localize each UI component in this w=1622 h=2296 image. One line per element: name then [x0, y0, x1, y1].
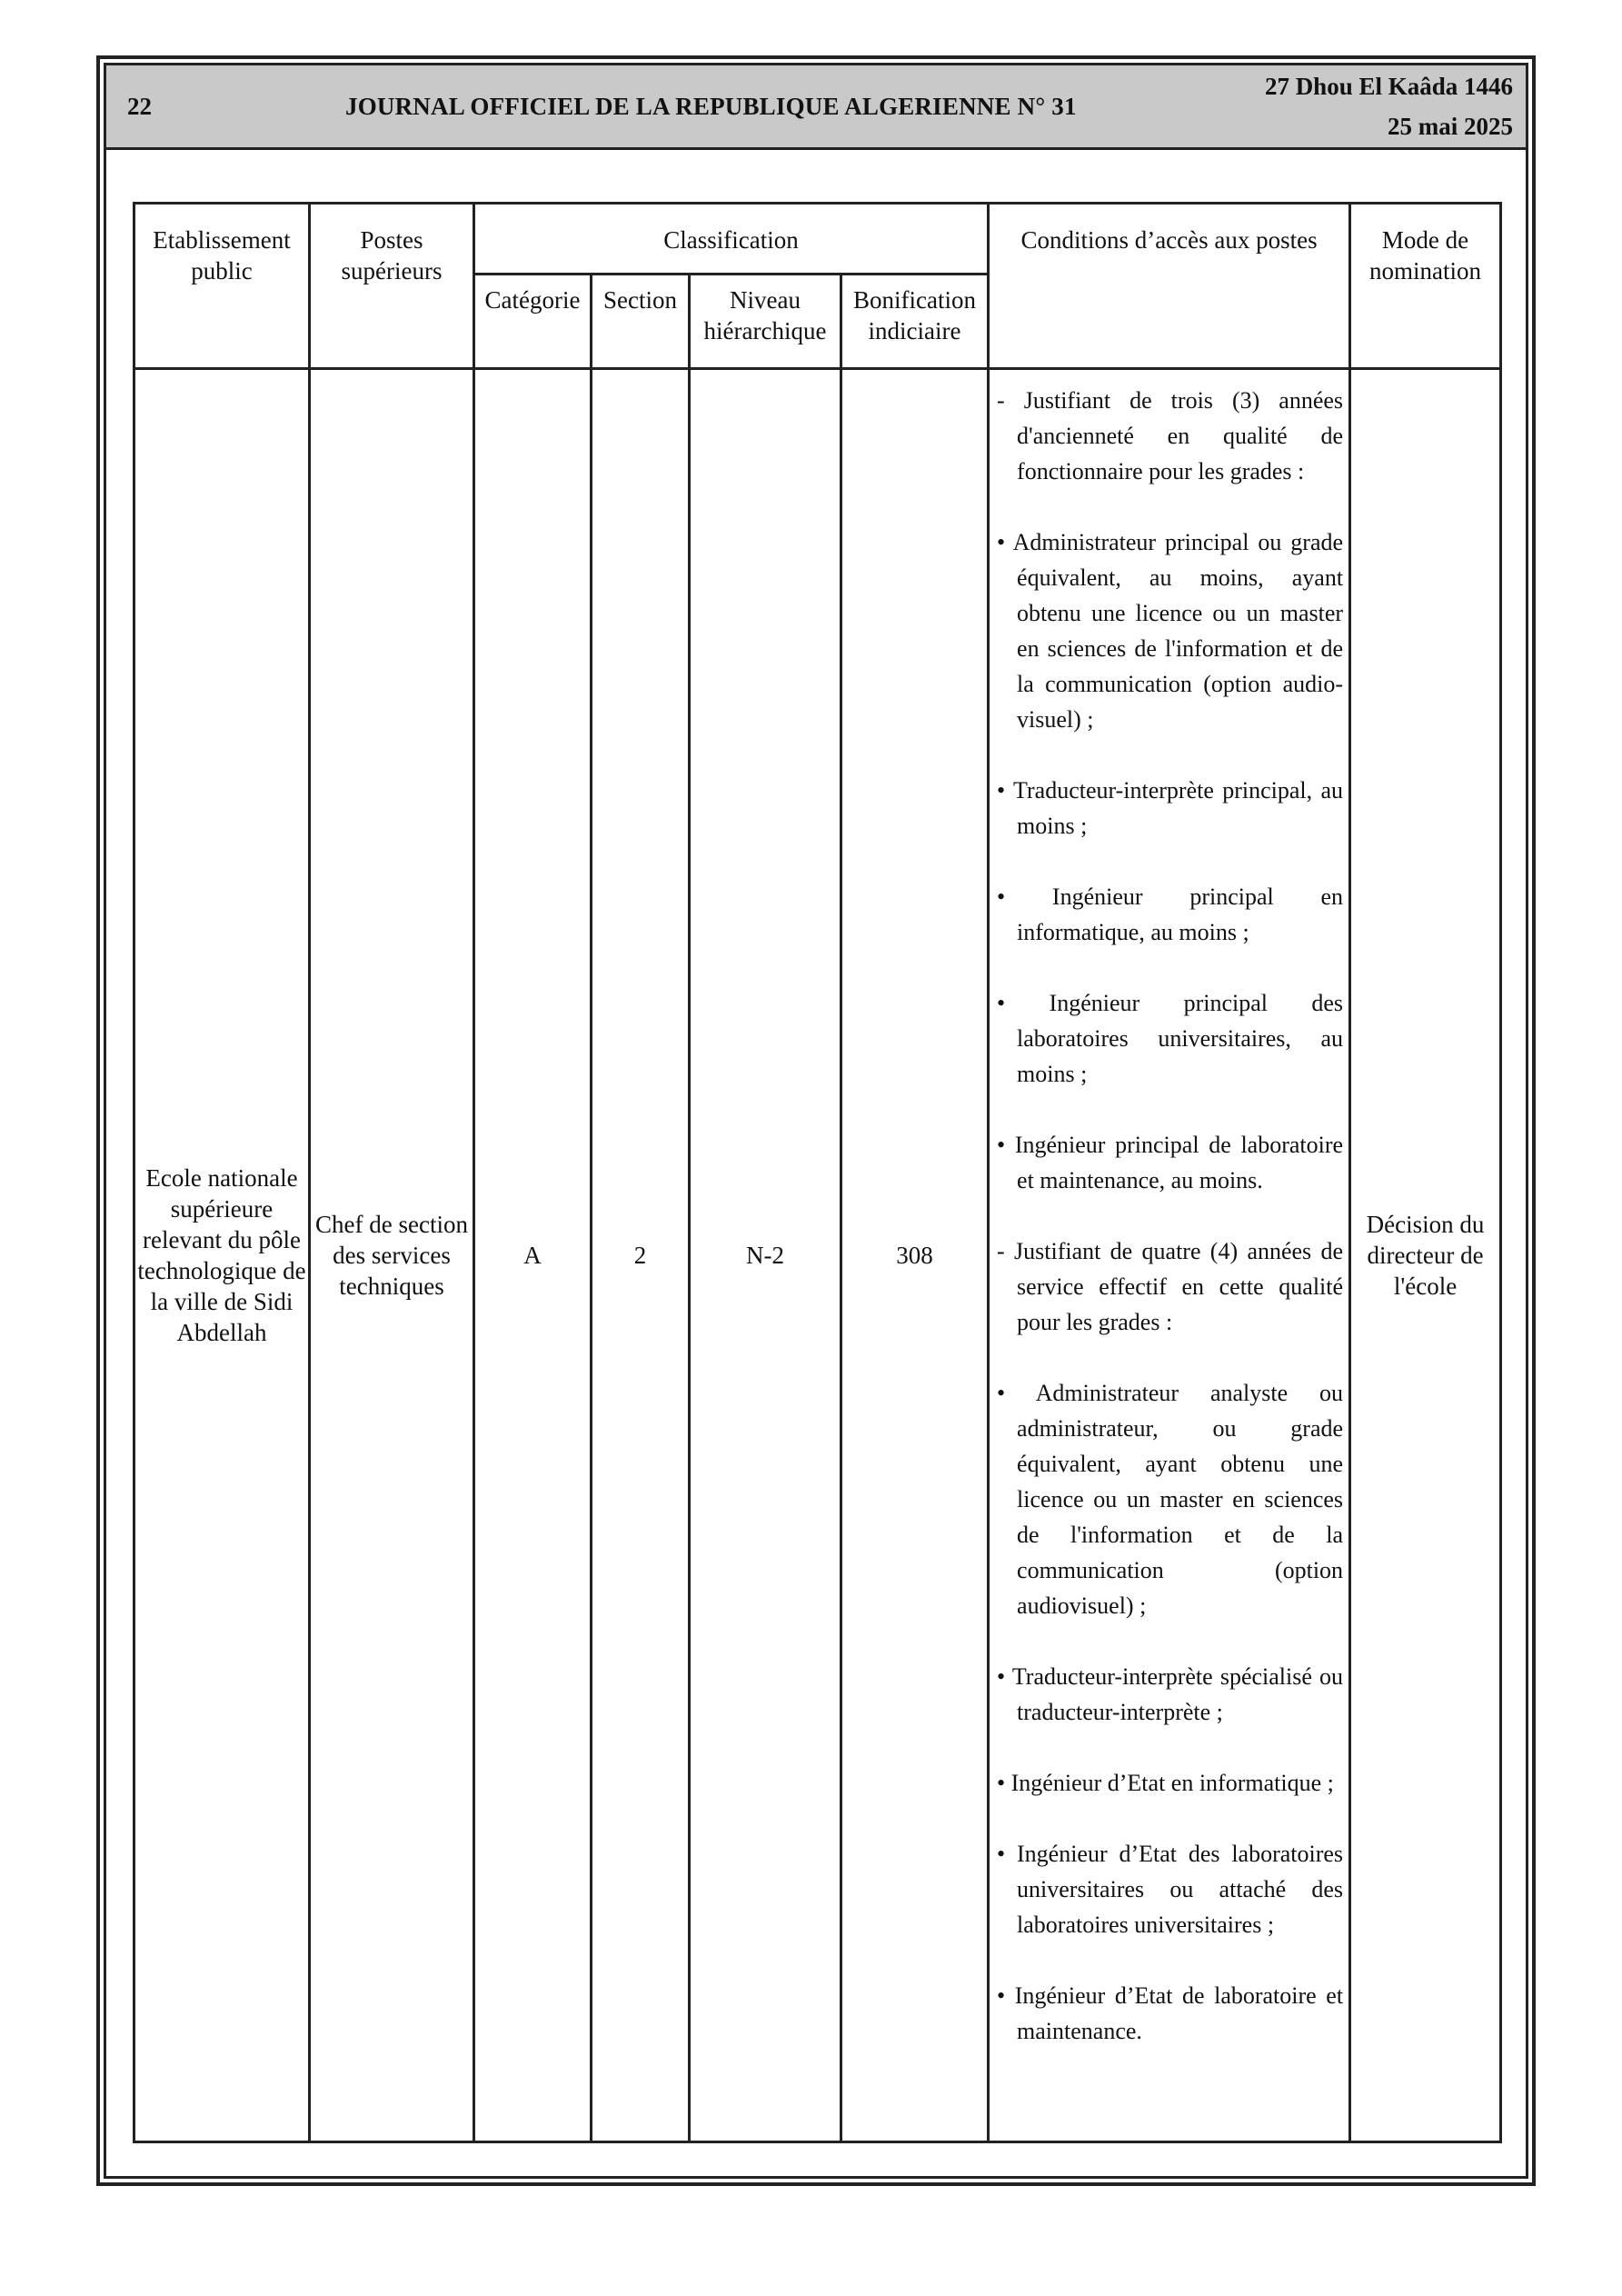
cell-section: 2: [592, 369, 690, 2142]
condition-item: • Ingénieur principal des laboratoires universitaires, au moins ;: [997, 990, 1344, 1087]
condition-item: • Ingénieur d’Etat en informatique ;: [997, 1770, 1334, 1796]
header-section: Section: [592, 275, 690, 369]
cell-etablissement: Ecole nationale supérieure relevant du pôle technologique de la ville de Sidi Abdellah: [134, 369, 310, 2142]
header-etablissement: Etablissement public: [134, 204, 310, 369]
cell-bonification: 308: [841, 369, 989, 2142]
condition-item: • Administrateur principal ou grade équivalent, au moins, ayant obtenu une licence ou un master en sciences de l'information et de la communication (option audio-visuel) ;: [997, 529, 1344, 733]
header-bonification: Bonification indiciaire: [841, 275, 989, 369]
cell-categorie: A: [474, 369, 592, 2142]
condition-item: - Justifiant de trois (3) années d'ancienneté en qualité de fonctionnaire pour les grades :: [997, 387, 1344, 484]
date-hijri: 27 Dhou El Kaâda 1446: [1264, 73, 1513, 100]
date-gregorian: 25 mai 2025: [1388, 113, 1513, 140]
condition-item: • Traducteur-interprète principal, au moins ;: [997, 777, 1344, 839]
journal-title: JOURNAL OFFICIEL DE LA REPUBLIQUE ALGERIENNE N° 31: [345, 93, 1077, 120]
cell-conditions: [989, 369, 1350, 2142]
condition-item: • Ingénieur d’Etat de laboratoire et maintenance.: [997, 1982, 1344, 2044]
cell-mode: Décision du directeur de l'école: [1350, 369, 1501, 2142]
condition-item: • Traducteur-interprète spécialisé ou traducteur-interprète ;: [997, 1663, 1344, 1725]
header-postes: Postes supérieurs: [310, 204, 474, 369]
condition-item: • Ingénieur d’Etat des laboratoires universitaires ou attaché des laboratoires universitaires ;: [997, 1841, 1344, 1938]
cell-niveau: N-2: [690, 369, 841, 2142]
condition-item: • Ingénieur principal de laboratoire et maintenance, au moins.: [997, 1132, 1344, 1193]
positions-table: [133, 202, 1502, 2143]
condition-item: • Ingénieur principal en informatique, au moins ;: [997, 883, 1344, 945]
condition-item: • Administrateur analyste ou administrateur, ou grade équivalent, ayant obtenu une licence ou un master en sciences de l'information et de la communication (option audiovisuel) ;: [997, 1380, 1344, 1619]
header-niveau: Niveau hiérarchique: [690, 275, 841, 369]
page-number: 22: [127, 93, 152, 120]
header-classification: Classification: [474, 204, 989, 275]
header-categorie: Catégorie: [474, 275, 592, 369]
header-conditions: Conditions d’accès aux postes: [989, 204, 1350, 369]
header-mode: Mode de nomination: [1350, 204, 1501, 369]
condition-item: - Justifiant de quatre (4) années de service effectif en cette qualité pour les grades :: [997, 1238, 1344, 1335]
cell-poste: Chef de section des services techniques: [310, 369, 474, 2142]
